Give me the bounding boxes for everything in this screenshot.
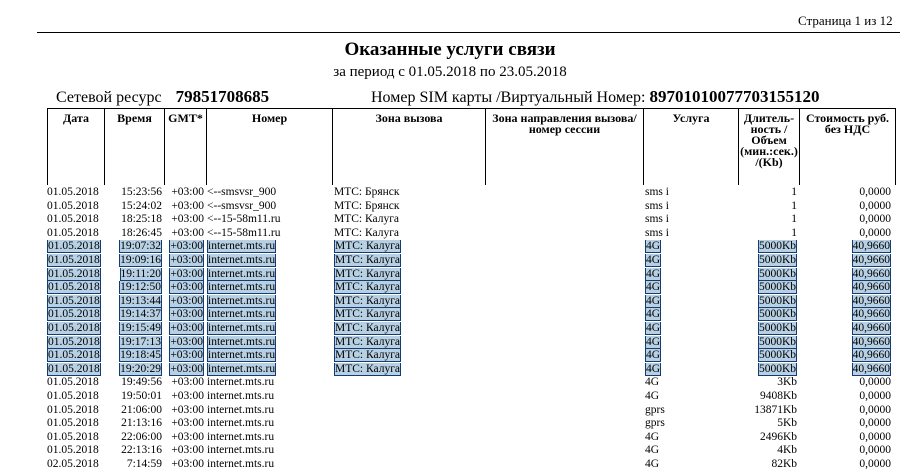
cell-volume: 1 [791,213,797,226]
cell-gmt: +03:00 [171,186,204,198]
cell-volume: 1 [791,226,797,239]
cell-volume: 4Kb [777,444,797,457]
table-row[interactable] [47,240,896,254]
cell-service: 4G [646,281,661,294]
cell-volume: 5000Kb [758,308,796,321]
cell-time: 22:13:16 [121,444,162,457]
table-row[interactable] [47,417,896,431]
cell-volume: 5000Kb [758,362,796,375]
cell-date: 01.05.2018 [47,430,99,443]
cell-service: 4G [646,349,661,362]
cell-service: 4G [645,430,660,443]
cell-cost: 0,0000 [859,444,891,457]
cell-gmt: +03:00 [171,417,204,430]
cell-volume: 1 [791,199,797,212]
col-volume: Длитель-ность /Объем (мин.:сек.) /(Kb) [738,109,799,185]
cell-service: 4G [646,335,661,348]
cell-number: internet.mts.ru [207,389,275,402]
cell-time: 7:14:59 [126,457,162,470]
cell-date: 01.05.2018 [47,186,99,198]
cell-zone [334,444,484,458]
cell-gmt: +03:00 [170,335,203,348]
cell-zone [334,404,484,418]
cell-date: 01.05.2018 [48,240,100,253]
cell-gmt: +03:00 [171,213,204,226]
cell-number: internet.mts.ru [207,430,275,443]
table-row[interactable] [47,200,896,214]
cell-cost: 0,0000 [859,226,891,239]
cell-cost: 0,0000 [859,186,891,198]
cell-volume: 13871Kb [754,403,797,416]
cell-gmt: +03:00 [171,199,204,212]
cell-cost: 40,9660 [852,349,890,362]
table-row[interactable] [47,458,896,472]
cell-volume: 5000Kb [758,240,796,253]
cell-cost: 40,9660 [852,281,890,294]
cell-cost: 0,0000 [859,376,891,389]
cell-gmt: +03:00 [170,308,203,321]
cell-number: internet.mts.ru [208,362,276,375]
cell-time: 19:20:29 [120,362,161,375]
cell-number: <--smsvsr_900 [207,199,277,212]
cell-time: 18:26:45 [121,226,162,239]
cell-zone [334,431,484,445]
cell-service: 4G [645,457,660,470]
cell-zone: МТС: Калуга [335,267,401,280]
table-row[interactable] [47,281,896,295]
cell-zone: МТС: Калуга [334,213,400,226]
table-row[interactable] [47,322,896,336]
cell-date: 01.05.2018 [48,308,100,321]
cell-service: gprs [645,417,665,430]
cell-gmt: +03:00 [170,281,203,294]
cell-time: 21:13:16 [121,417,162,430]
table-row[interactable] [47,444,896,458]
cell-zone: МТС: Калуга [335,321,401,334]
cell-number: internet.mts.ru [207,417,275,430]
cell-number: internet.mts.ru [207,457,275,470]
cell-time: 18:25:18 [121,213,162,226]
cell-service: 4G [646,294,661,307]
cell-service: 4G [646,267,661,280]
cell-number: internet.mts.ru [208,321,276,334]
cell-gmt: +03:00 [171,403,204,416]
cell-service: 4G [645,376,660,389]
cell-date: 01.05.2018 [48,253,100,266]
cell-volume: 9408Kb [759,389,797,402]
cell-cost: 40,9660 [852,253,890,266]
cell-cost: 0,0000 [859,403,891,416]
col-number: Номер [206,109,332,185]
cell-time: 19:15:49 [120,321,161,334]
cell-zone: МТС: Калуга [335,362,401,375]
cell-volume: 3Kb [777,376,797,389]
col-zone: Зона вызова [332,109,485,185]
table-row[interactable] [47,349,896,363]
cell-time: 19:09:16 [120,253,161,266]
sim-label: Номер SIM карты /Виртуальный Номер: [371,89,646,106]
cell-service: sms i [645,199,669,212]
cell-number: internet.mts.ru [208,349,276,362]
cell-time: 19:49:56 [121,376,162,389]
cell-cost: 40,9660 [852,362,890,375]
table-row[interactable] [47,268,896,282]
cell-volume: 5000Kb [758,335,796,348]
cell-number: internet.mts.ru [208,267,276,280]
cell-service: 4G [645,444,660,457]
cell-date: 01.05.2018 [47,444,99,457]
cell-zone: МТС: Калуга [335,335,401,348]
cell-cost: 40,9660 [852,267,890,280]
col-gmt: GMT* [164,109,206,185]
network-resource-label: Сетевой ресурс [56,89,162,106]
cell-date: 01.05.2018 [48,281,100,294]
cell-service: 4G [646,362,661,375]
table-row[interactable] [47,431,896,445]
cell-zone [334,390,484,404]
top-rule [37,32,900,33]
cell-gmt: +03:00 [170,349,203,362]
cell-time: 19:17:13 [120,335,161,348]
cell-number: internet.mts.ru [208,281,276,294]
cell-cost: 40,9660 [852,308,890,321]
cell-cost: 0,0000 [859,417,891,430]
cell-gmt: +03:00 [170,240,203,253]
cell-service: 4G [646,253,661,266]
table-row[interactable] [47,308,896,322]
col-direction-zone: Зона направления вызова/номер сессии [485,109,643,185]
cell-service: gprs [645,403,665,416]
cell-service: sms i [645,186,669,198]
cell-cost: 0,0000 [859,457,891,470]
cell-gmt: +03:00 [170,321,203,334]
cell-volume: 5000Kb [758,281,796,294]
cell-date: 01.05.2018 [47,376,99,389]
cell-time: 22:06:00 [121,430,162,443]
cell-date: 01.05.2018 [47,389,99,402]
cell-gmt: +03:00 [171,430,204,443]
cell-volume: 82Kb [771,457,797,470]
cell-volume: 2496Kb [759,430,797,443]
col-service: Услуга [643,109,738,185]
cell-cost: 0,0000 [859,213,891,226]
cell-date: 01.05.2018 [48,267,100,280]
cell-number: <--15-58m11.ru [207,213,281,226]
cell-number: <--15-58m11.ru [207,226,281,239]
cell-date: 01.05.2018 [48,349,100,362]
cell-cost: 0,0000 [859,199,891,212]
cell-volume: 5000Kb [758,253,796,266]
sim-value[interactable]: 89701010077703155120 [649,87,820,106]
document-title: Оказанные услуги связи [344,39,556,60]
cell-volume: 5Kb [777,417,797,430]
table-header [47,108,896,185]
cell-gmt: +03:00 [171,389,204,402]
cell-gmt: +03:00 [171,457,204,470]
cell-date: 02.05.2018 [47,457,99,470]
col-time: Время [104,109,164,185]
cell-date: 01.05.2018 [48,335,100,348]
cell-gmt: +03:00 [170,253,203,266]
cell-gmt: +03:00 [170,267,203,280]
network-resource-value[interactable]: 79851708685 [175,87,270,106]
cell-date: 01.05.2018 [48,321,100,334]
cell-gmt: +03:00 [171,444,204,457]
cell-number: internet.mts.ru [208,308,276,321]
table-row[interactable] [47,227,896,241]
cell-date: 01.05.2018 [47,199,99,212]
cell-service: 4G [646,308,661,321]
table-body [47,186,896,471]
cell-gmt: +03:00 [171,226,204,239]
cell-date: 01.05.2018 [47,403,99,416]
cell-time: 19:50:01 [121,389,162,402]
cell-date: 01.05.2018 [47,226,99,239]
sim-number [371,87,819,107]
cell-number: internet.mts.ru [208,294,276,307]
cell-service: sms i [645,226,669,239]
cell-cost: 0,0000 [859,389,891,402]
cell-service: 4G [646,240,661,253]
col-cost: Стоимость руб. без НДС [799,109,896,185]
cell-zone [334,376,484,390]
cell-cost: 40,9660 [852,335,890,348]
cell-cost: 40,9660 [852,294,890,307]
cell-time: 21:06:00 [121,403,162,416]
cell-number: internet.mts.ru [207,403,275,416]
cell-time: 15:24:02 [121,199,162,212]
cell-zone: МТС: Калуга [335,294,401,307]
table-row[interactable] [47,363,896,377]
cell-number: internet.mts.ru [208,240,276,253]
table-row[interactable] [47,295,896,309]
cell-number: internet.mts.ru [207,444,275,457]
cell-service: 4G [645,389,660,402]
cell-zone [334,417,484,431]
cell-zone: МТС: Брянск [334,199,400,212]
cell-zone: МТС: Калуга [335,253,401,266]
cell-zone: МТС: Калуга [335,349,401,362]
cell-zone: МТС: Калуга [335,240,401,253]
cell-zone: МТС: Калуга [335,308,401,321]
cell-zone: МТС: Калуга [334,226,400,239]
cell-zone: МТС: Калуга [335,281,401,294]
cell-date: 01.05.2018 [47,213,99,226]
cell-gmt: +03:00 [170,294,203,307]
cell-time: 19:07:32 [120,240,161,253]
cell-volume: 5000Kb [758,294,796,307]
table-row[interactable] [47,186,896,200]
cell-zone [334,458,484,472]
period: за период с 01.05.2018 по 23.05.2018 [333,64,567,80]
table-row[interactable] [47,390,896,404]
table-row[interactable] [47,336,896,350]
cell-gmt: +03:00 [170,362,203,375]
cell-volume: 5000Kb [758,267,796,280]
cell-number: internet.mts.ru [208,335,276,348]
cell-volume: 1 [791,186,797,198]
network-resource [56,87,269,107]
cell-zone: МТС: Брянск [334,186,400,198]
cell-number: internet.mts.ru [207,376,275,389]
col-date: Дата [47,109,104,185]
table-row[interactable] [47,376,896,390]
cell-time: 19:11:20 [120,267,161,280]
cell-time: 15:23:56 [121,186,162,198]
cell-cost: 0,0000 [859,430,891,443]
table-row[interactable] [47,404,896,418]
cell-date: 01.05.2018 [48,294,100,307]
cell-date: 01.05.2018 [47,417,99,430]
cell-gmt: +03:00 [171,376,204,389]
cell-volume: 5000Kb [758,321,796,334]
cell-time: 19:13:44 [120,294,161,307]
table-row[interactable] [47,213,896,227]
cell-time: 19:12:50 [120,281,161,294]
cell-number: <--smsvsr_900 [207,186,277,198]
cell-time: 19:14:37 [120,308,161,321]
table-row[interactable] [47,254,896,268]
cell-service: 4G [646,321,661,334]
cell-service: sms i [645,213,669,226]
cell-date: 01.05.2018 [48,362,100,375]
cell-number: internet.mts.ru [208,253,276,266]
cell-time: 19:18:45 [120,349,161,362]
cell-cost: 40,9660 [852,321,890,334]
page-number: Страница 1 из 12 [798,13,893,28]
cell-volume: 5000Kb [758,349,796,362]
cell-cost: 40,9660 [852,240,890,253]
